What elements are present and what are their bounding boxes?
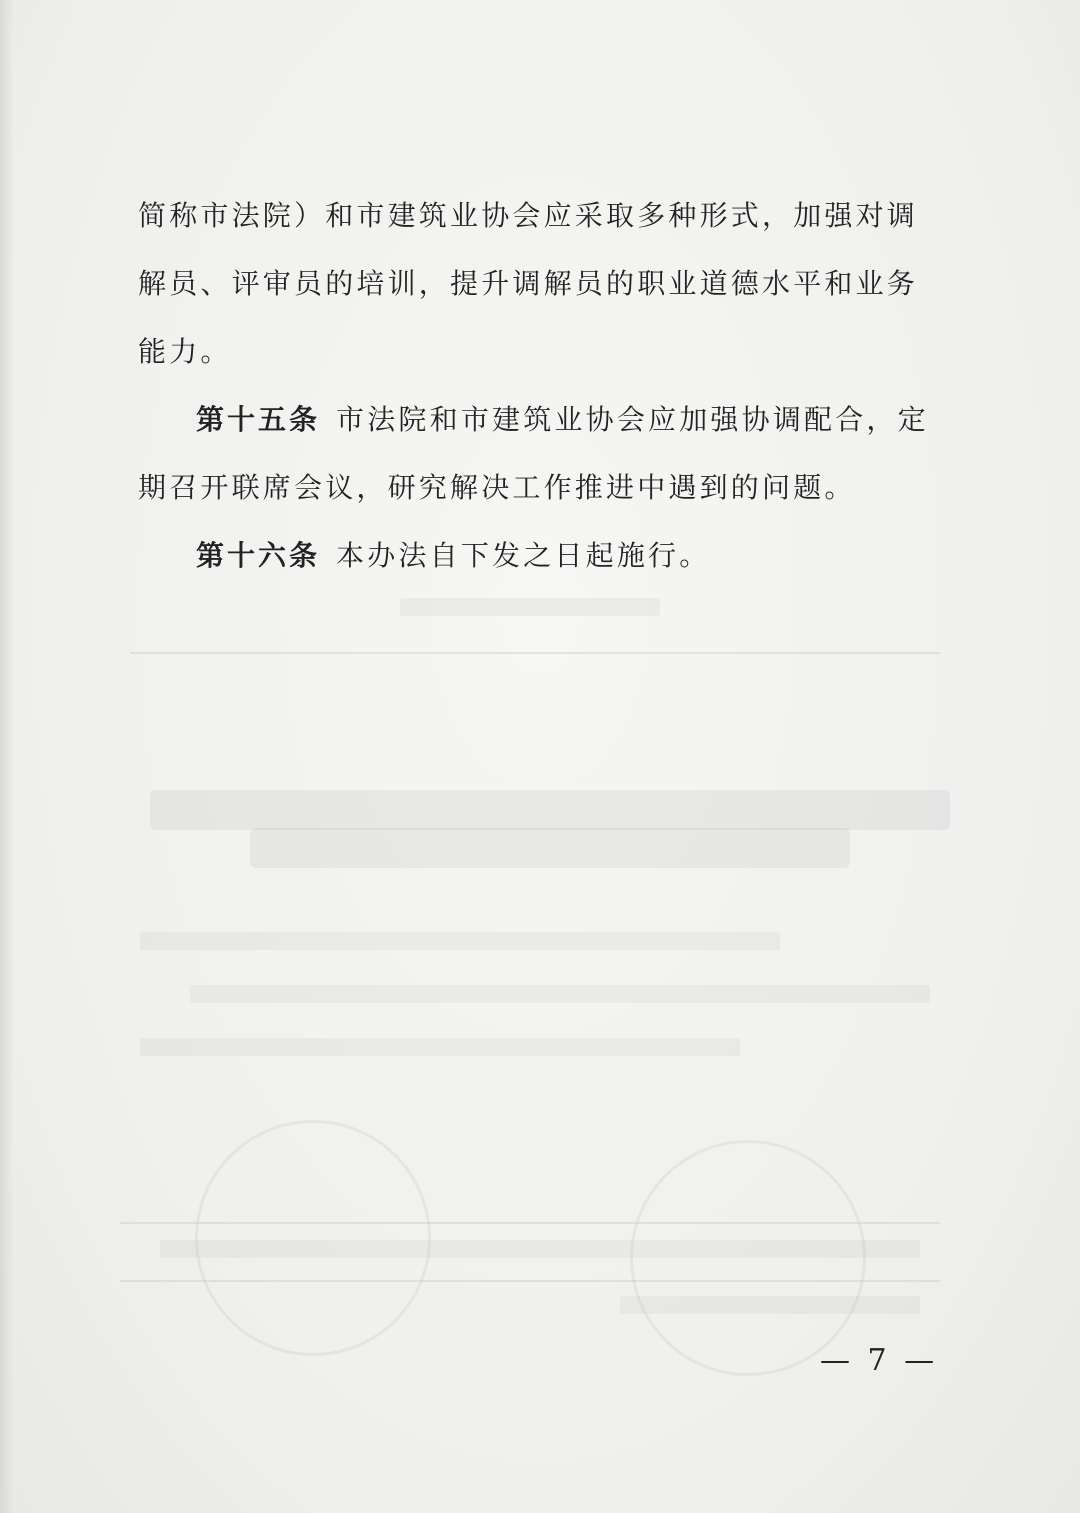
bleed-title-line-2 <box>250 828 850 868</box>
bleed-doc-number <box>400 598 660 616</box>
bleed-rule-footer-bottom <box>120 1280 940 1282</box>
article-16-heading: 第十六条 <box>196 539 321 572</box>
bleed-footer-issuer <box>160 1240 920 1258</box>
article-16-text: 本办法自下发之日起施行。 <box>336 539 711 572</box>
bleed-footer-copies <box>620 1296 920 1314</box>
page-number: — 7 — <box>820 1343 939 1378</box>
document-body <box>138 182 938 590</box>
bleed-text-line-1 <box>140 932 780 950</box>
bleed-seal-right <box>630 1140 866 1376</box>
bleed-text-line-3 <box>140 1038 740 1056</box>
bleed-rule-footer-top <box>120 1222 940 1224</box>
paragraph-article-16 <box>138 522 938 590</box>
bleed-text-line-2 <box>190 985 930 1003</box>
paragraph-training <box>138 182 938 386</box>
article-15-heading: 第十五条 <box>196 403 321 436</box>
bleed-seal-left <box>195 1120 431 1356</box>
paragraph-training-text: 简称市法院）和市建筑业协会应采取多种形式，加强对调解员、评审员的培训，提升调解员的职业道德水平和业务能力。 <box>138 199 919 368</box>
article-15-text: 市法院和市建筑业协会应加强协调配合，定期召开联席会议，研究解决工作推进中遇到的问题。 <box>138 403 929 504</box>
bleed-rule-top <box>130 652 940 654</box>
paragraph-article-15 <box>138 386 938 522</box>
page-edge-shadow <box>0 0 14 1513</box>
bleed-title-line-1 <box>150 790 950 830</box>
